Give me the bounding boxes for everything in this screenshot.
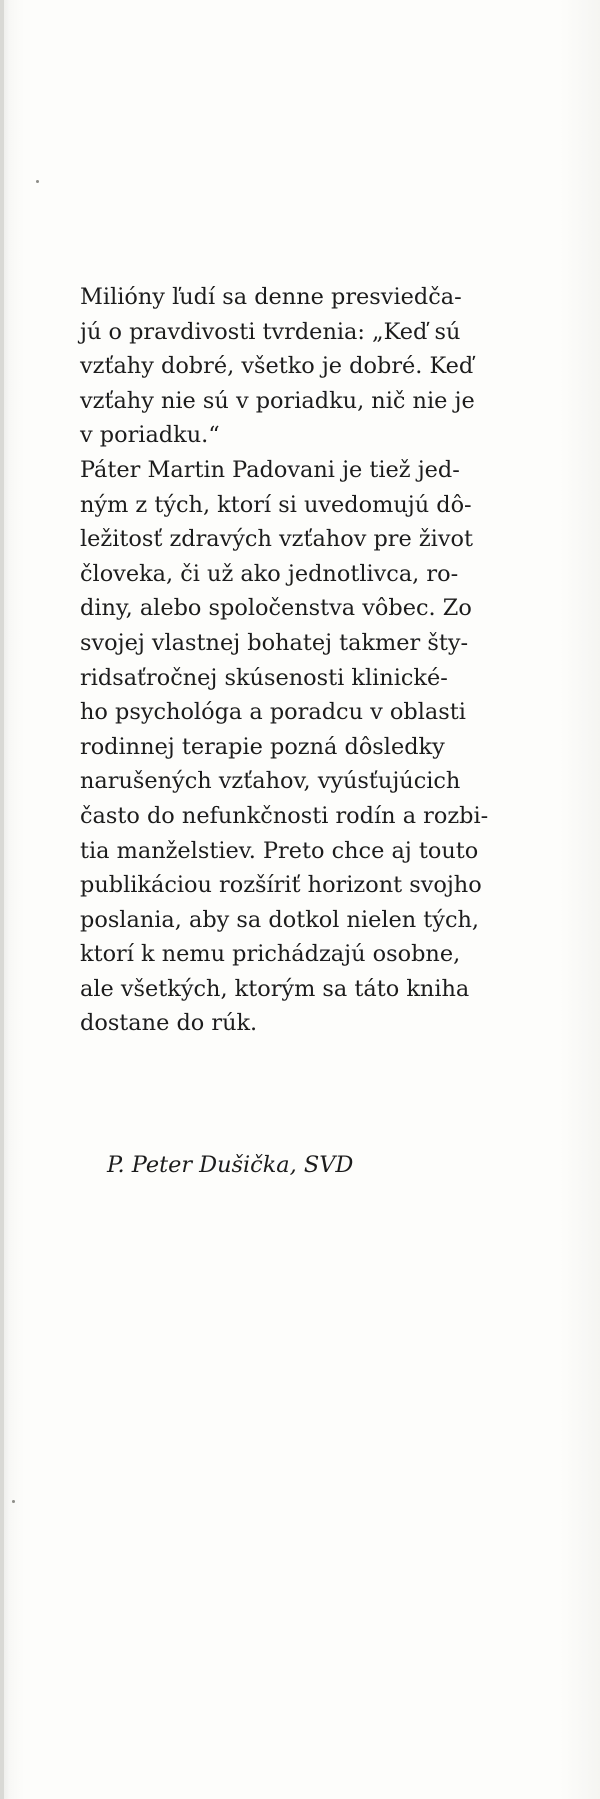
- text-line: Páter Martin Padovani je tiež jed-: [80, 456, 460, 483]
- text-line: ale všetkých, ktorým sa táto kniha: [80, 975, 470, 1002]
- text-line: v poriadku.“: [80, 422, 220, 449]
- page-edge-shadow: [0, 0, 4, 1799]
- text-line: dostane do rúk.: [80, 1010, 258, 1037]
- text-line: rodinnej terapie pozná dôsledky: [80, 733, 445, 760]
- body-text: [80, 280, 520, 1041]
- text-line: ktorí k nemu prichádzajú osobne,: [80, 941, 461, 968]
- text-line: často do nefunkčnosti rodín a rozbi-: [80, 802, 489, 829]
- paper-speck: [12, 1500, 15, 1503]
- text-line: Milióny ľudí sa denne presviedča-: [80, 284, 462, 310]
- text-line: publikáciou rozšíriť horizont svojho: [80, 872, 482, 899]
- text-line: ridsaťročnej skúsenosti klinické-: [80, 664, 448, 691]
- text-line: ným z tých, ktorí si uvedomujú dô-: [80, 491, 472, 518]
- text-line: poslania, aby sa dotkol nielen tých,: [80, 906, 480, 933]
- text-line: jú o pravdivosti tvrdenia: „Keď sú: [80, 318, 461, 345]
- text-line: vzťahy dobré, všetko je dobré. Keď: [80, 353, 474, 380]
- text-line: ho psychológa a poradcu v oblasti: [80, 699, 466, 726]
- text-line: narušených vzťahov, vyúsťujúcich: [80, 768, 461, 795]
- text-line: diny, alebo spoločenstva vôbec. Zo: [80, 595, 472, 622]
- author-signature: P. Peter Dušička, SVD: [107, 1152, 354, 1178]
- text-line: vzťahy nie sú v poriadku, nič nie je: [80, 387, 475, 414]
- text-line: ležitosť zdravých vzťahov pre život: [80, 526, 473, 553]
- text-line: svojej vlastnej bohatej takmer šty-: [80, 629, 469, 656]
- text-line: tia manželstiev. Preto chce aj touto: [80, 837, 479, 864]
- text-line: človeka, či už ako jednotlivca, ro-: [80, 560, 459, 587]
- paper-speck: [36, 180, 39, 183]
